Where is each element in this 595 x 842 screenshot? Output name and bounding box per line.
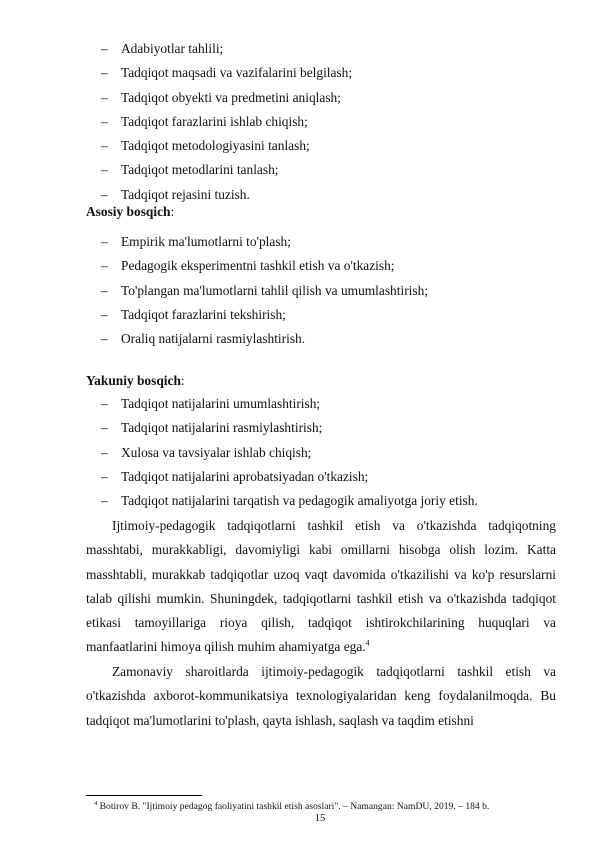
footnote-reference[interactable]: 4 bbox=[365, 639, 370, 649]
list-item: – Pedagogik eksperimentni tashkil etish va o'tkazish; bbox=[101, 254, 561, 278]
bullet-dash: – bbox=[101, 234, 108, 249]
bullet-dash: – bbox=[101, 331, 108, 347]
list-item: – Tadqiqot obyekti va predmetini aniqlash; bbox=[101, 86, 561, 110]
page-number: 15 bbox=[314, 813, 326, 824]
list-item: – Tadqiqot farazlarini tekshirish; bbox=[101, 303, 561, 327]
list-final-stage bbox=[101, 392, 561, 513]
bullet-dash: – bbox=[101, 306, 108, 322]
body-paragraph: Ijtimoiy-pedagogik tadqiqotlarni tashkil etish va o'tkazishda tadqiqotning masshtabi, murakkabligi, davomiyligi kabi omillarni hisobga olish lozim. Katta masshtabli, murakkab tadqiqotlar uzoq vaqt davomida o'tkazilishi va ko'p resurslarni talab qilishi mumkin. Shuningdek, tadqiqotlarni tashkil etish va o'tkazishda tadqiqot etikasi tamoyillariga rioya qilish, tadqiqot ishtirokchilarining huquqlari va manfaatlarini himoya qilish muhim ahamiyatga ega.$^4$ bbox=[86, 518, 556, 655]
footnote bbox=[94, 801, 489, 813]
list-item: – Tadqiqot natijalarini rasmiylashtirish; bbox=[101, 416, 561, 440]
footnote-divider bbox=[86, 795, 202, 796]
bullet-dash: – bbox=[101, 41, 108, 56]
list-item: – Empirik ma'lumotlarni to'plash; bbox=[101, 230, 561, 254]
list-item: – Tadqiqot metodlarini tanlash; bbox=[101, 158, 561, 182]
bullet-dash: – bbox=[101, 468, 108, 484]
bullet-dash: – bbox=[101, 65, 108, 81]
list-item: – Xulosa va tavsiyalar ishlab chiqish; bbox=[101, 441, 561, 465]
bullet-dash: – bbox=[101, 138, 108, 154]
bullet-dash: – bbox=[101, 396, 108, 411]
list-preparatory-stage bbox=[101, 37, 561, 207]
list-item: – Tadqiqot maqsadi va vazifalarini belgilash; bbox=[101, 61, 561, 85]
list-item: – Adabiyotlar tahlili; bbox=[101, 37, 561, 61]
list-item: – Tadqiqot natijalarini aprobatsiyadan o'tkazish; bbox=[101, 465, 561, 489]
bullet-dash: – bbox=[101, 420, 108, 436]
list-main-stage bbox=[101, 230, 561, 351]
bullet-dash: – bbox=[101, 89, 108, 105]
bullet-dash: – bbox=[101, 282, 108, 298]
list-item: – To'plangan ma'lumotlarni tahlil qilish va umumlashtirish; bbox=[101, 279, 561, 303]
bullet-dash: – bbox=[101, 444, 108, 460]
section-heading-main-stage: Asosiy bosqich: bbox=[86, 204, 175, 219]
list-item: – Tadqiqot rejasini tuzish. bbox=[101, 183, 561, 207]
list-item: – Tadqiqot metodologiyasini tanlash; bbox=[101, 134, 561, 158]
list-item: – Oraliq natijalarni rasmiylashtirish. bbox=[101, 327, 561, 351]
bullet-dash: – bbox=[101, 493, 108, 509]
list-item: – Tadqiqot farazlarini ishlab chiqish; bbox=[101, 110, 561, 134]
footnote-number: 4 bbox=[94, 799, 98, 807]
footnote-text: Botirov B. "Ijtimoiy pedagog faoliyatini tashkil etish asoslari". – Namangan: NamDU, 2019. – 184 b. bbox=[99, 801, 490, 812]
list-item: – Tadqiqot natijalarini tarqatish va pedagogik amaliyotga joriy etish. bbox=[101, 489, 561, 513]
bullet-dash: – bbox=[101, 258, 108, 274]
body-paragraph: Zamonaviy sharoitlarda ijtimoiy-pedagogik tadqiqotlarni tashkil etish va o'tkazishda axborot-kommunikatsiya texnologiyalaridan keng foydalanilmoqda. Bu tadqiqot ma'lumotlarini to'plash, qayta ishlash, saqlash va taqdim etishni bbox=[86, 664, 556, 728]
bullet-dash: – bbox=[101, 113, 108, 129]
bullet-dash: – bbox=[101, 186, 108, 202]
bullet-dash: – bbox=[101, 162, 108, 178]
section-heading-final-stage: Yakuniy bosqich: bbox=[86, 373, 185, 388]
list-item: – Tadqiqot natijalarini umumlashtirish; bbox=[101, 392, 561, 416]
